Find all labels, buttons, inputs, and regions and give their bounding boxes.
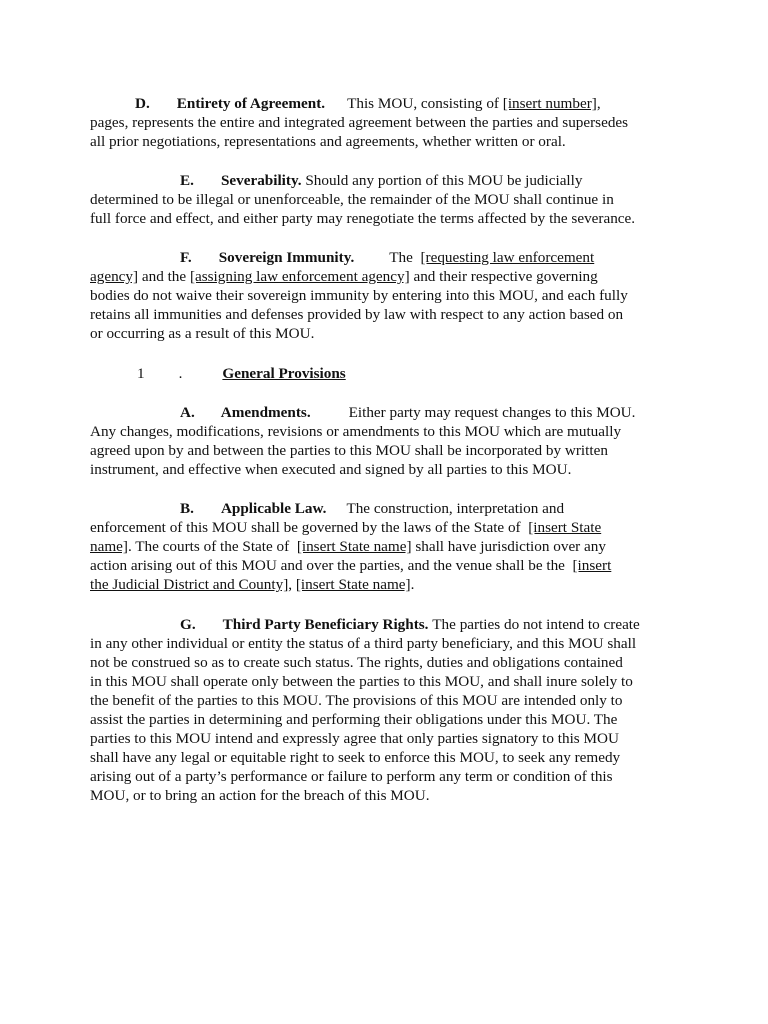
section-g-line-7: parties to this MOU intend and expressly agree that only parties signatory to this MOU [90, 730, 619, 747]
section-g-heading: Third Party Beneficiary Rights. [222, 616, 429, 633]
section-f-line-1: F. Sovereign Immunity. The [requesting law enforcement [180, 249, 595, 266]
section-d-heading: Entirety of Agreement. [176, 95, 326, 112]
assigning-agency-blank: [assigning law enforcement agency] [189, 268, 410, 285]
insert-number-blank: [insert number] [502, 95, 597, 112]
section-b-letter: B. [180, 500, 194, 517]
section-a-line-1: A. Amendments. Either party may request changes to this MOU. [180, 404, 636, 421]
section-f-line-2: agency] and the [assigning law enforcement agency] and their respective governing [90, 268, 598, 285]
section-f-line-4: retains all immunities and defenses provided by law with respect to any action based on [90, 306, 624, 323]
state-name-blank-3: [insert State name] [295, 576, 411, 593]
section-b-heading: Applicable Law. [220, 500, 327, 517]
section-f-line-3: bodies do not waive their sovereign immunity by entering into this MOU, and each fully [90, 287, 628, 304]
state-name-blank-1: [insert State [528, 519, 602, 536]
section-e-letter: E. [180, 172, 194, 189]
section-e-heading: Severability. [220, 172, 302, 189]
requesting-agency-blank: [requesting law enforcement [420, 249, 595, 266]
section-d-line-3: all prior negotiations, representations and agreements, whether written or oral. [90, 133, 566, 150]
section-a-letter: A. [180, 404, 195, 421]
section-g-line-2: in any other individual or entity the status of a third party beneficiary, and this MOU shall [90, 635, 637, 652]
section-g-line-1: G. Third Party Beneficiary Rights. The parties do not intend to create [180, 616, 640, 633]
section-f-line-5: or occurring as a result of this MOU. [90, 325, 315, 342]
section-e-line-3: full force and effect, and either party may renegotiate the terms affected by the severance. [90, 210, 636, 227]
section-e-line-1: E. Severability. Should any portion of this MOU be judicially [180, 172, 583, 189]
section-g-line-9: arising out of a party’s performance or failure to perform any term or condition of this [90, 768, 613, 785]
section-e-line-2: determined to be illegal or unenforceable, the remainder of the MOU shall continue in [90, 191, 614, 208]
section-b-line-3: name]. The courts of the State of [insert State name] shall have jurisdiction over any [90, 538, 606, 555]
general-provisions-line: 1 . General Provisions [137, 365, 346, 382]
general-provisions-heading: General Provisions [222, 365, 346, 382]
section-b-line-5: the Judicial District and County], [insert State name]. [90, 576, 415, 593]
section-f-letter: F. [180, 249, 192, 266]
section-g-line-6: assist the parties in determining and performing their obligations under this MOU. The [90, 711, 618, 728]
section-d-line-1: D. Entirety of Agreement. This MOU, consisting of [insert number], [135, 95, 601, 112]
section-a-heading: Amendments. [220, 404, 311, 421]
section-d-letter: D. [135, 95, 150, 112]
state-name-blank-2: [insert State name] [296, 538, 412, 555]
section-b-line-4: action arising out of this MOU and over the parties, and the venue shall be the [insert [90, 557, 612, 574]
section-g-line-10: MOU, or to bring an action for the breach of this MOU. [90, 787, 430, 804]
section-d-line-2: pages, represents the entire and integrated agreement between the parties and supersedes [90, 114, 629, 131]
section-g-line-4: in this MOU shall operate only between the parties to this MOU, and shall inure solely to [90, 673, 633, 690]
section-b-line-1: B. Applicable Law. The construction, interpretation and [180, 500, 565, 517]
section-a-line-2: Any changes, modifications, revisions or amendments to this MOU which are mutually [90, 423, 622, 440]
section-a-line-4: instrument, and effective when executed and signed by all parties to this MOU. [90, 461, 572, 478]
requesting-agency-blank-cont: agency] [90, 268, 139, 285]
section-g-line-5: the benefit of the parties to this MOU. The provisions of this MOU are intended only to [90, 692, 623, 709]
state-name-blank-1-cont: name] [90, 538, 128, 555]
district-county-blank: [insert [572, 557, 612, 574]
section-g-letter: G. [180, 616, 196, 633]
section-a-line-3: agreed upon by and between the parties to this MOU shall be incorporated by written [90, 442, 608, 459]
section-g-line-3: not be construed so as to create such status. The rights, duties and obligations contained [90, 654, 623, 671]
section-d-text: This MOU, consisting of [347, 95, 499, 112]
district-county-blank-cont: the Judicial District and County] [90, 576, 289, 593]
section-b-line-2: enforcement of this MOU shall be governed by the laws of the State of [insert State [90, 519, 602, 536]
section-f-heading: Sovereign Immunity. [218, 249, 355, 266]
general-provisions-number: 1 [137, 365, 145, 382]
section-g-line-8: shall have any legal or equitable right to seek to enforce this MOU, to seek any remedy [90, 749, 621, 766]
